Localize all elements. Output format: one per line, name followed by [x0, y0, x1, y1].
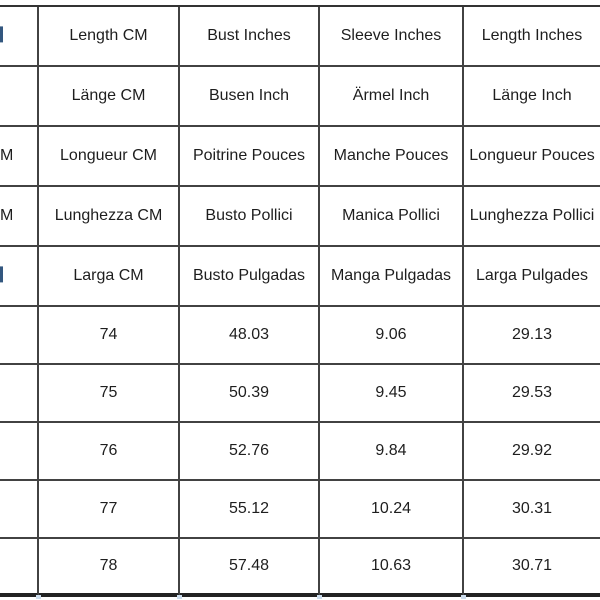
header-cell: Longueur CM: [39, 127, 180, 187]
header-cell: Length CM: [39, 7, 180, 67]
data-cell: 55.12: [180, 481, 320, 539]
header-cell: Manica Pollici: [320, 187, 464, 247]
cut-column-cell: [0, 481, 39, 539]
data-cell: 75: [39, 365, 180, 423]
data-cell: 76: [39, 423, 180, 481]
cut-column-cell: [0, 127, 39, 187]
data-cell: 30.71: [464, 539, 600, 597]
cut-column-cell: [0, 67, 39, 127]
data-cell: 30.31: [464, 481, 600, 539]
divider-shadow: [461, 595, 466, 599]
data-cell: 29.53: [464, 365, 600, 423]
header-cell: Länge Inch: [464, 67, 600, 127]
header-cell: Busto Pulgadas: [180, 247, 320, 307]
header-cell: Larga CM: [39, 247, 180, 307]
header-cell: Manche Pouces: [320, 127, 464, 187]
cut-column-cell: [0, 187, 39, 247]
data-cell: 77: [39, 481, 180, 539]
data-cell: 52.76: [180, 423, 320, 481]
header-cell: Poitrine Pouces: [180, 127, 320, 187]
data-cell: 9.45: [320, 365, 464, 423]
header-cell: Lunghezza CM: [39, 187, 180, 247]
header-cell: Ärmel Inch: [320, 67, 464, 127]
data-cell: 78: [39, 539, 180, 597]
divider-shadow: [36, 595, 41, 599]
data-cell: 48.03: [180, 307, 320, 365]
header-cell: Larga Pulgades: [464, 247, 600, 307]
divider-shadow: [317, 595, 322, 599]
data-cell: 50.39: [180, 365, 320, 423]
cut-letter-fragment: M: [0, 207, 14, 224]
header-cell: Lunghezza Pollici: [464, 187, 600, 247]
cut-column-cell: [0, 307, 39, 365]
header-cell: Länge CM: [39, 67, 180, 127]
header-cell: Length Inches: [464, 7, 600, 67]
cut-column-cell: [0, 365, 39, 423]
cut-letter-fragment: M: [0, 147, 14, 164]
data-cell: 9.06: [320, 307, 464, 365]
cut-column-cell: [0, 247, 39, 307]
data-cell: 10.24: [320, 481, 464, 539]
cut-blue-text-fragment: [0, 266, 3, 282]
data-cell: 29.92: [464, 423, 600, 481]
cut-blue-text-fragment: [0, 26, 3, 42]
divider-shadow: [177, 595, 182, 599]
header-cell: Bust Inches: [180, 7, 320, 67]
data-cell: 57.48: [180, 539, 320, 597]
data-cell: 9.84: [320, 423, 464, 481]
header-cell: Manga Pulgadas: [320, 247, 464, 307]
cut-column-cell: [0, 423, 39, 481]
data-cell: 10.63: [320, 539, 464, 597]
header-cell: Sleeve Inches: [320, 7, 464, 67]
data-cell: 74: [39, 307, 180, 365]
data-cell: 29.13: [464, 307, 600, 365]
header-cell: Busto Pollici: [180, 187, 320, 247]
cut-column-cell: [0, 539, 39, 597]
header-cell: Busen Inch: [180, 67, 320, 127]
header-cell: Longueur Pouces: [464, 127, 600, 187]
size-chart-table-wrap: [0, 5, 600, 597]
size-chart-table: [0, 7, 600, 597]
cut-column-cell: [0, 7, 39, 67]
